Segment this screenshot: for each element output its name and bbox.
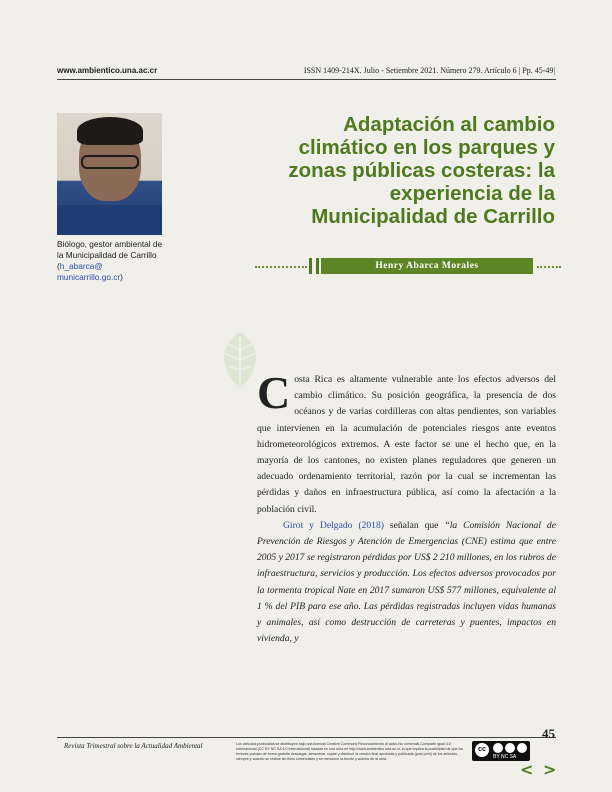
citation-link[interactable]: Girot y Delgado (2018) — [283, 519, 384, 531]
bio-text: Biólogo, gestor ambiental de la Municipalidad de Carrillo ( — [57, 239, 163, 271]
page-navigation — [520, 760, 560, 779]
page-number: 45 — [542, 726, 555, 741]
creative-commons-badge[interactable] — [472, 741, 530, 761]
prev-page-button[interactable]: < — [520, 760, 534, 779]
cc-label: BY NC SA — [493, 754, 517, 760]
bio-close: ) — [120, 272, 123, 282]
paragraph-2-quote: “la Comisión Nacional de Prevención de Riesgos y Atención de Emergencias (CNE) estima que entre 2005 y 2017 se registraron pérdidas por US$ 2 210 millones, en los rubros de infraestructura, servicios y producción. Los efectos adversos provocados por la tormenta tropical Nate en 2017 sumaron US$ 577 millones, equivalente al 1 % del PIB para ese año. Las pérdidas registradas incluyen vidas humanas y animales, así como destrucción de carreteras y puentes, impactos en vivienda, y — [257, 519, 556, 645]
nc-icon — [505, 743, 515, 753]
sa-icon — [517, 743, 527, 753]
paragraph-1 — [257, 367, 556, 518]
author-bio — [57, 239, 169, 283]
page-header — [57, 66, 555, 78]
by-icon — [493, 743, 503, 753]
issn-info: ISSN 1409-214X. Julio - Setiembre 2021. Número 279. Artículo 6 | Pp. 45-49| — [303, 66, 555, 75]
dotted-line-left — [255, 266, 307, 268]
journal-name: Revista Trimestral sobre la Actualidad Ambiental — [64, 742, 203, 750]
license-text: Los artículos publicados se distribuyen bajo una licencia Creative Commons Reconocimiento al autor-No comercial-Compartir igual 4.0 Internacional (CC BY NC SA 4.0 Internacional) basada en una obra en http://www.ambientico.una.ac.cr, lo que implica la posibilidad de que los lectores puedan de forma gratuita descargar, almacenar, copiar y distribuir la versión final aprobada y publicada (post print) de los artículos, siempre y cuando se realice sin fines comerciales y se mencione la fuente y autoría de la obra. — [236, 742, 464, 761]
drop-cap: C — [257, 367, 291, 418]
paragraph-2-lead: señalan que — [383, 519, 445, 531]
author-bar-marks — [309, 258, 319, 274]
article-title: Adaptación al cambio climático en los parques y zonas públicas costeras: la experiencia de la Municipalidad de Carrillo — [288, 113, 555, 228]
dotted-line-right — [537, 266, 561, 268]
author-bar — [255, 258, 561, 274]
paragraph-2 — [257, 518, 556, 648]
header-rule — [57, 79, 556, 80]
photo-glasses — [81, 155, 139, 169]
author-email-link[interactable]: h_abarca@ municarrillo.go.cr — [57, 261, 121, 282]
footer-rule — [57, 737, 556, 738]
author-name: Henry Abarca Morales — [321, 258, 533, 274]
article-body — [257, 367, 556, 657]
author-photo — [57, 113, 162, 235]
photo-shirt — [57, 205, 162, 235]
journal-url[interactable]: www.ambientico.una.ac.cr — [57, 66, 158, 75]
photo-hair — [77, 117, 143, 145]
cc-icon: cc — [475, 743, 489, 757]
paragraph-1-text: osta Rica es altamente vulnerable ante los efectos adversos del cambio climático. Su posición geográfica, la presencia de dos océanos y de varias cordilleras con altas pendientes, son variables que intervienen en la acumulación de potenciales riesgos ante eventos hidrometeorológicos extremos. A este factor se une el hecho que, en la mayoría de los cantones, no existen planes reguladores que generen un adecuado ordenamiento territorial, razón por la cual se incrementan las pérdidas y daños en infraestructura pública, así como la afectación a la población civil. — [257, 374, 556, 515]
next-page-button[interactable]: > — [542, 760, 557, 779]
